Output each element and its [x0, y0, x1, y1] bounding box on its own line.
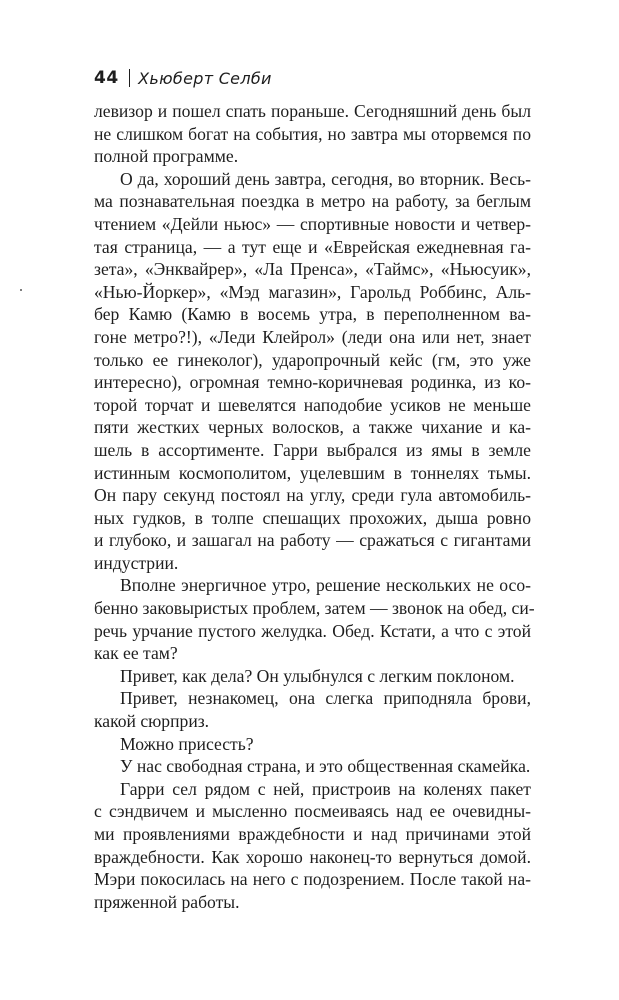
- text-line: левизор и пошел спать пораньше. Сегодняшний день был: [94, 101, 531, 121]
- text-line: Гарри сел рядом с ней, пристроив на коленях пакет: [120, 778, 531, 799]
- header-separator: [129, 69, 131, 87]
- text-line: истинным космополитом, уцелевшим в тоннелях тьмы.: [94, 462, 531, 483]
- text-line: ми проявлениями враждебности и над причинами этой: [94, 824, 531, 844]
- paragraph: [94, 687, 531, 732]
- text-line: полной программе.: [94, 146, 239, 167]
- text-line: чтением «Дейли ньюс» — спортивные новости и четвер-: [94, 213, 531, 234]
- paragraph: [94, 168, 531, 575]
- text-line: зета», «Энквайрер», «Ла Пренса», «Таймс», «Ньюсуик»,: [94, 259, 531, 280]
- text-line: «Нью-Йоркер», «Мэд магазин», Гарольд Роббинс, Аль-: [94, 281, 531, 302]
- text-line: шель в ассортименте. Гарри выбрался из ямы в земле: [94, 439, 531, 460]
- text-line: У нас свободная страна, и это общественная скамейка.: [120, 756, 531, 777]
- author-name: Хьюберт Селби: [138, 68, 272, 88]
- text-line: пряженной работы.: [94, 891, 240, 912]
- text-line: Привет, как дела? Он улыбнулся с легким поклоном.: [120, 665, 515, 686]
- text-line: какой сюрприз.: [94, 711, 210, 732]
- text-line: с сэндвичем и мысленно посмеиваясь над ее очевидны-: [94, 801, 531, 822]
- text-line: О да, хороший день завтра, сегодня, во вторник. Весь-: [120, 168, 531, 189]
- paragraph: [94, 778, 531, 914]
- text-line: только ее гинеколог), ударопрочный кейс (гм, это уже: [94, 349, 531, 370]
- text-line: торой торчат и шевелятся наподобие усиков не меньше: [94, 394, 531, 415]
- body-text: [94, 100, 535, 913]
- margin-speck: [20, 289, 22, 291]
- book-page: [94, 66, 535, 913]
- text-line: бенно заковыристых проблем, затем — звонок на обед, си-: [94, 598, 535, 619]
- text-line: бер Камю (Камю в восемь утра, в переполненном ва-: [94, 304, 531, 325]
- text-line: гоне метро?!), «Леди Клейрол» (леди она или нет, знает: [94, 326, 531, 347]
- paragraph: [94, 665, 531, 688]
- text-line: интересно), огромная темно-коричневая родинка, из ко-: [94, 372, 531, 393]
- paragraph: [94, 100, 531, 168]
- text-line: речь урчание пустого желудка. Обед. Кстати, а что с этой: [94, 620, 531, 641]
- text-line: тая страница, — а тут еще и «Еврейская ежедневная га-: [94, 236, 531, 257]
- text-line: не слишком богат на события, но завтра мы оторвемся по: [94, 123, 531, 144]
- text-line: Привет, незнакомец, она слегка приподняла брови,: [120, 688, 531, 709]
- running-header: [94, 66, 531, 90]
- text-line: ма познавательная поездка в метро на работу, за беглым: [94, 191, 531, 212]
- paragraph: [94, 733, 531, 756]
- text-line: Вполне энергичное утро, решение нескольких не осо-: [120, 575, 531, 596]
- paragraph: [94, 574, 535, 664]
- text-line: как ее там?: [94, 643, 178, 664]
- page-number: 44: [94, 68, 119, 88]
- text-line: Он пару секунд постоял на углу, среди гула автомобиль-: [94, 485, 531, 506]
- text-line: и глубоко, и зашагал на работу — сражаться с гигантами: [94, 530, 531, 551]
- text-line: ных гудков, в толпе спешащих прохожих, дыша ровно: [94, 507, 531, 528]
- paragraph: [94, 755, 531, 778]
- text-line: Можно присесть?: [120, 733, 254, 754]
- text-line: пяти жестких черных волосков, а также чихание и ка-: [94, 417, 531, 438]
- text-line: индустрии.: [94, 552, 179, 573]
- text-line: Мэри покосилась на него с подозрением. После такой на-: [94, 869, 531, 890]
- text-line: враждебности. Как хорошо наконец-то вернуться домой.: [94, 846, 531, 867]
